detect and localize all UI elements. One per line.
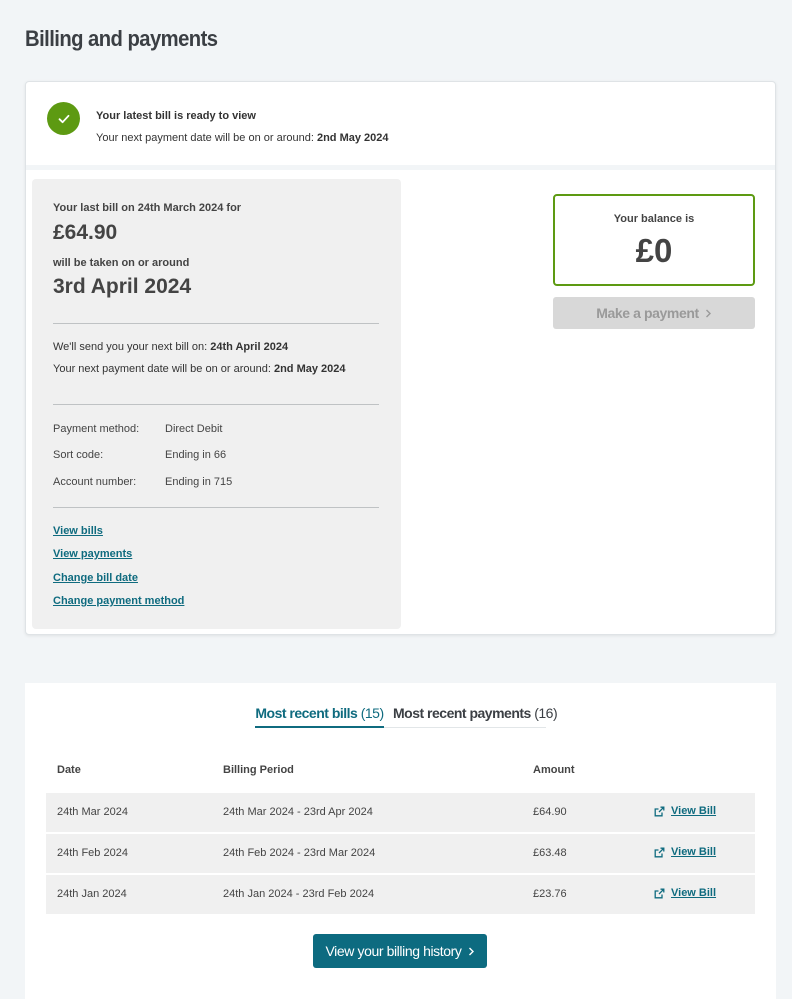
column-header-billing-period: Billing Period [223, 764, 294, 776]
row-amount: £63.48 [533, 847, 567, 859]
last-bill-panel [32, 179, 401, 629]
view-bills-link[interactable]: View bills [53, 525, 103, 537]
balance-value: £0 [635, 232, 673, 269]
tab-most-recent-payments[interactable]: Most recent payments (16) [393, 705, 558, 721]
table-row [46, 834, 755, 873]
taken-on-label: will be taken on or around [53, 257, 190, 269]
change-payment-method-link[interactable]: Change payment method [53, 595, 185, 607]
row-billing-period: 24th Feb 2024 - 23rd Mar 2024 [223, 847, 376, 859]
payment-taken-date: 3rd April 2024 [53, 275, 192, 298]
view-bill-link[interactable]: View Bill [654, 805, 716, 817]
view-billing-history-button[interactable] [313, 934, 487, 968]
row-billing-period: 24th Jan 2024 - 23rd Feb 2024 [223, 888, 375, 900]
table-row [46, 875, 755, 914]
table-row [46, 793, 755, 832]
column-header-amount: Amount [533, 764, 575, 776]
make-payment-label: Make a payment [596, 305, 699, 321]
tab-bar [255, 705, 558, 728]
sort-code-label: Sort code: [53, 449, 104, 461]
balance-label: Your balance is [613, 213, 695, 225]
external-link-icon [654, 888, 665, 899]
payment-method-value: Direct Debit [165, 423, 223, 435]
make-payment-button[interactable] [553, 297, 755, 329]
payment-method-label: Payment method: [53, 423, 140, 435]
column-header-date: Date [57, 764, 81, 776]
row-date: 24th Mar 2024 [57, 806, 128, 818]
row-amount: £23.76 [533, 888, 567, 900]
row-date: 24th Jan 2024 [57, 888, 127, 900]
chevron-right-icon [705, 305, 712, 321]
view-bill-link[interactable]: View Bill [654, 846, 716, 858]
last-bill-amount: £64.90 [53, 221, 118, 244]
balance-box [553, 194, 755, 286]
next-payment-text: Your next payment date will be on or around: 2nd May 2024 [53, 363, 346, 375]
chevron-right-icon [468, 943, 475, 959]
alert-title: Your latest bill is ready to view [96, 110, 256, 122]
alert-date: 2nd May 2024 [316, 132, 389, 144]
view-payments-link[interactable]: View payments [53, 548, 133, 560]
view-bill-link[interactable]: View Bill [654, 887, 716, 899]
divider [53, 404, 379, 405]
account-number-value: Ending in 715 [165, 476, 233, 488]
external-link-icon [654, 847, 665, 858]
bill-ready-alert [26, 82, 775, 170]
page-title: Billing and payments [25, 26, 218, 51]
row-billing-period: 24th Mar 2024 - 23rd Apr 2024 [223, 806, 373, 818]
sort-code-value: Ending in 66 [165, 449, 227, 461]
divider [53, 507, 379, 508]
divider [53, 323, 379, 324]
external-link-icon [654, 806, 665, 817]
change-bill-date-link[interactable]: Change bill date [53, 572, 138, 584]
recent-bills-card [25, 683, 776, 999]
row-amount: £64.90 [533, 806, 567, 818]
row-date: 24th Feb 2024 [57, 847, 128, 859]
account-number-label: Account number: [53, 476, 137, 488]
bill-summary-card [25, 81, 776, 635]
view-billing-history-label: View your billing history [325, 943, 462, 959]
tab-most-recent-bills[interactable]: Most recent bills (15) [255, 705, 384, 728]
next-bill-text: We'll send you your next bill on: 24th April 2024 [53, 341, 289, 353]
last-bill-heading: Your last bill on 24th March 2024 for [53, 202, 242, 214]
check-icon [47, 102, 80, 135]
alert-text: Your next payment date will be on or around: 2nd May 2024 [96, 132, 389, 144]
